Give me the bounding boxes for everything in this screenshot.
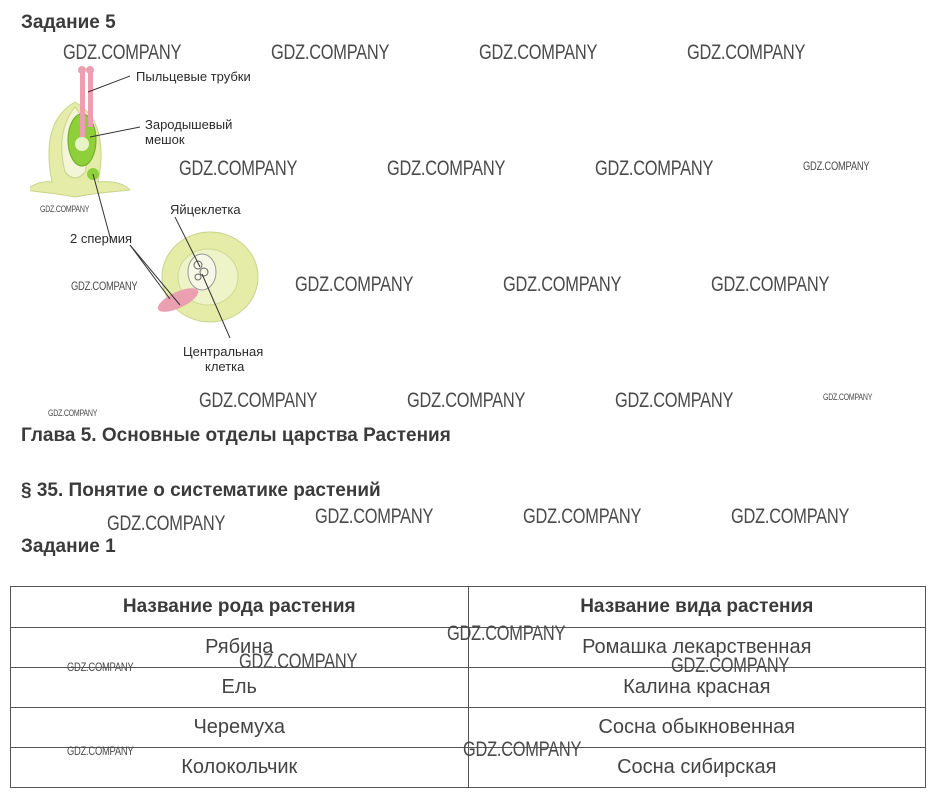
label-central-cell-line1: Центральная	[183, 344, 264, 359]
watermark: GDZ.COMPANY	[67, 744, 134, 758]
species-cell: Сосна сибирская	[468, 748, 926, 788]
species-cell: Ромашка лекарственная	[468, 628, 926, 668]
label-egg-cell: Яйцеклетка	[170, 202, 241, 217]
watermark: GDZ.COMPANY	[63, 41, 182, 64]
watermark: GDZ.COMPANY	[595, 157, 714, 180]
watermark: GDZ.COMPANY	[407, 389, 526, 412]
label-embryo-sac-line1: Зародышевый	[145, 117, 233, 132]
watermark: GDZ.COMPANY	[67, 660, 134, 674]
genus-cell: Рябина	[11, 628, 469, 668]
label-sperm: 2 спермия	[70, 231, 133, 246]
label-embryo-sac-line2: мешок	[145, 132, 185, 147]
watermark: GDZ.COMPANY	[315, 505, 434, 528]
watermark: GDZ.COMPANY	[447, 622, 566, 645]
header-genus: Название рода растения	[11, 587, 469, 628]
watermark: GDZ.COMPANY	[463, 738, 582, 761]
watermark: GDZ.COMPANY	[71, 279, 138, 293]
watermark: GDZ.COMPANY	[803, 159, 870, 173]
watermark: GDZ.COMPANY	[239, 650, 358, 673]
watermark: GDZ.COMPANY	[107, 512, 226, 535]
label-pollen-tubes: Пыльцевые трубки	[136, 69, 251, 84]
header-species: Название вида растения	[468, 587, 926, 628]
chapter-title: Глава 5. Основные отделы царства Растения	[21, 425, 451, 446]
fertilization-diagram	[30, 62, 290, 382]
section-title: § 35. Понятие о систематике растений	[21, 480, 381, 501]
genus-cell: Черемуха	[11, 708, 469, 748]
fertilization-figure	[30, 62, 290, 382]
watermark: GDZ.COMPANY	[523, 505, 642, 528]
watermark: GDZ.COMPANY	[295, 273, 414, 296]
watermark: GDZ.COMPANY	[615, 389, 734, 412]
species-cell: Калина красная	[468, 668, 926, 708]
watermark: GDZ.COMPANY	[387, 157, 506, 180]
watermark: GDZ.COMPANY	[40, 204, 90, 214]
task1-title: Задание 1	[21, 536, 116, 557]
watermark: GDZ.COMPANY	[687, 41, 806, 64]
genus-cell: Ель	[11, 668, 469, 708]
watermark: GDZ.COMPANY	[271, 41, 390, 64]
embryo-sac-enlarged	[155, 232, 258, 322]
watermark: GDZ.COMPANY	[671, 654, 790, 677]
genus-cell: Колокольчик	[11, 748, 469, 788]
species-cell: Сосна обыкновенная	[468, 708, 926, 748]
task5-title: Задание 5	[21, 12, 116, 33]
watermark: GDZ.COMPANY	[479, 41, 598, 64]
watermark: GDZ.COMPANY	[48, 408, 98, 418]
watermark: GDZ.COMPANY	[823, 392, 873, 402]
watermark: GDZ.COMPANY	[179, 157, 298, 180]
label-central-cell-line2: клетка	[205, 359, 245, 374]
watermark: GDZ.COMPANY	[503, 273, 622, 296]
watermark: GDZ.COMPANY	[199, 389, 318, 412]
watermark: GDZ.COMPANY	[731, 505, 850, 528]
watermark: GDZ.COMPANY	[711, 273, 830, 296]
